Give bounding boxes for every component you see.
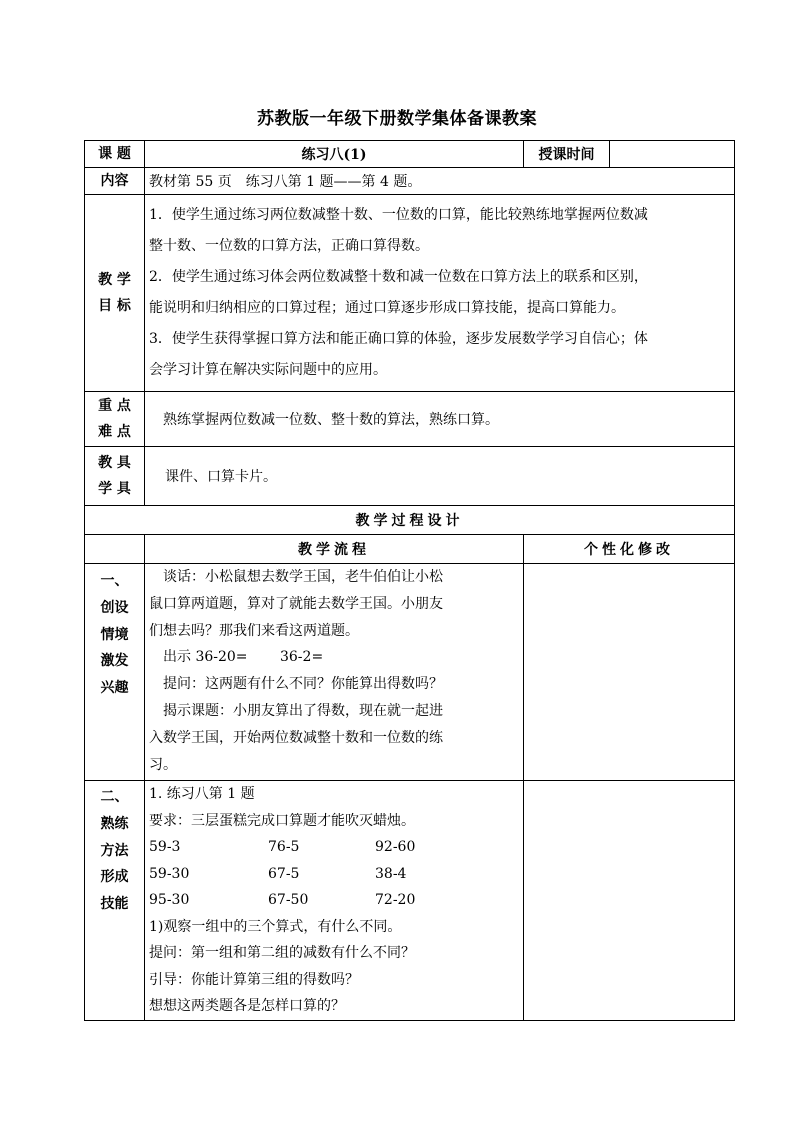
stage1-label-line: 一、 bbox=[100, 573, 129, 589]
goals-row bbox=[85, 195, 735, 392]
stage2-after-line: 提问：第一组和第二组的减数有什么不同？ bbox=[149, 945, 415, 961]
calc-row bbox=[149, 861, 519, 888]
stage1-row bbox=[85, 564, 735, 781]
stage1-content bbox=[145, 564, 524, 781]
topic-value: 练习八(1) bbox=[145, 141, 524, 168]
stage2-after-line: 引导：你能计算第三组的得数吗？ bbox=[149, 971, 359, 988]
calc-cell: 72-20 bbox=[375, 892, 416, 908]
modify-header: 个性化修改 bbox=[524, 535, 735, 564]
calc-cell: 76-5 bbox=[268, 839, 300, 855]
goals-line: 会学习计算在解决实际问题中的应用。 bbox=[149, 362, 387, 378]
time-label: 授课时间 bbox=[524, 141, 610, 168]
process-section-title: 教学过程设计 bbox=[85, 506, 735, 535]
stage1-label bbox=[85, 564, 145, 781]
goals-line: 2．使学生通过练习体会两位数减整十数和减一位数在口算方法上的联系和区别， bbox=[149, 269, 648, 285]
stage1-label-line: 兴趣 bbox=[100, 680, 129, 697]
document-title: 苏教版一年级下册数学集体备课教案 bbox=[257, 109, 537, 129]
stage1-line: 揭示课题：小朋友算出了得数，现在就一起进 bbox=[149, 702, 443, 719]
calc-row bbox=[149, 834, 519, 861]
tools-label-line: 学 具 bbox=[98, 481, 131, 497]
calc-cell: 59-30 bbox=[149, 865, 190, 882]
stage1-line: 提问：这两题有什么不同？你能算出得数吗？ bbox=[149, 676, 443, 693]
stage1-label-line: 激发 bbox=[100, 653, 129, 670]
stage2-label bbox=[85, 781, 145, 1021]
stage2-label-line: 形成 bbox=[100, 869, 129, 886]
goals-text bbox=[145, 195, 735, 392]
content-value: 教材第 55 页 练习八第 1 题——第 4 题。 bbox=[145, 168, 735, 195]
stage1-line: 入数学王国，开始两位数减整十数和一位数的练 bbox=[149, 729, 443, 746]
key-points-label-line: 重 点 bbox=[98, 398, 131, 414]
topic-label: 课 题 bbox=[85, 141, 145, 168]
tools-row bbox=[85, 447, 735, 506]
goals-line: 3．使学生获得掌握口算方法和能正确口算的体验，逐步发展数学学习自信心；体 bbox=[149, 331, 648, 347]
stage2-row bbox=[85, 781, 735, 1021]
goals-label bbox=[85, 195, 145, 392]
goals-line: 能说明和归纳相应的口算过程；通过口算逐步形成口算技能，提高口算能力。 bbox=[149, 300, 625, 316]
stage2-label-line: 方法 bbox=[100, 842, 129, 859]
content-label: 内容 bbox=[85, 168, 145, 195]
key-points-label-line: 难 点 bbox=[98, 424, 131, 440]
key-points-label bbox=[85, 392, 145, 447]
stage1-line: 出示 36-20= 36-2= bbox=[149, 649, 324, 666]
stage1-label-line: 创设 bbox=[100, 599, 129, 616]
lesson-plan-table bbox=[84, 140, 735, 1021]
goals-label-line: 教 学 bbox=[98, 272, 131, 288]
calc-cell: 92-60 bbox=[375, 839, 416, 855]
flow-header: 教学流程 bbox=[145, 535, 524, 564]
process-title-row bbox=[85, 506, 735, 535]
stage2-modify-cell bbox=[524, 781, 735, 1021]
goals-line: 1．使学生通过练习两位数减整十数、一位数的口算，能比较熟练地掌握两位数减 bbox=[149, 207, 648, 223]
calc-row bbox=[149, 887, 519, 914]
stage1-line: 谈话：小松鼠想去数学王国，老牛伯伯让小松 bbox=[149, 569, 443, 585]
stage2-label-line: 熟练 bbox=[100, 815, 129, 832]
goals-line: 整十数、一位数的口算方法，正确口算得数。 bbox=[149, 238, 429, 254]
stage2-content bbox=[145, 781, 524, 1021]
tools-label bbox=[85, 447, 145, 506]
stage1-label-line: 情境 bbox=[100, 626, 129, 643]
calc-cell: 67-50 bbox=[268, 892, 309, 908]
stage2-after-line: 想想这两类题各是怎样口算的？ bbox=[149, 998, 345, 1014]
stage2-intro-line: 要求：三层蛋糕完成口算题才能吹灭蜡烛。 bbox=[149, 812, 415, 829]
tools-label-line: 教 具 bbox=[98, 455, 131, 471]
stage2-after-line: 1)观察一组中的三个算式，有什么不同。 bbox=[149, 918, 402, 935]
tools-value: 课件、口算卡片。 bbox=[145, 447, 735, 506]
process-header-row bbox=[85, 535, 735, 564]
calc-cell: 95-30 bbox=[149, 892, 190, 908]
calc-cell: 59-3 bbox=[149, 839, 181, 855]
key-points-row bbox=[85, 392, 735, 447]
time-value bbox=[610, 141, 735, 168]
stage2-label-line: 二、 bbox=[100, 789, 129, 805]
stage1-line: 鼠口算两道题，算对了就能去数学王国。小朋友 bbox=[149, 595, 443, 612]
stage2-label-line: 技能 bbox=[100, 896, 129, 913]
content-row bbox=[85, 168, 735, 195]
goals-label-line: 目 标 bbox=[98, 298, 131, 314]
calc-cell: 38-4 bbox=[375, 865, 407, 882]
topic-row bbox=[85, 141, 735, 168]
calc-cell: 67-5 bbox=[268, 865, 300, 882]
stage1-modify-cell bbox=[524, 564, 735, 781]
process-header-empty bbox=[85, 535, 145, 564]
key-points-value: 熟练掌握两位数减一位数、整十数的算法，熟练口算。 bbox=[145, 392, 735, 447]
stage1-line: 习。 bbox=[149, 756, 177, 773]
stage1-line: 们想去吗？那我们来看这两道题。 bbox=[149, 622, 359, 639]
stage2-intro-line: 1. 练习八第 1 题 bbox=[149, 786, 255, 802]
